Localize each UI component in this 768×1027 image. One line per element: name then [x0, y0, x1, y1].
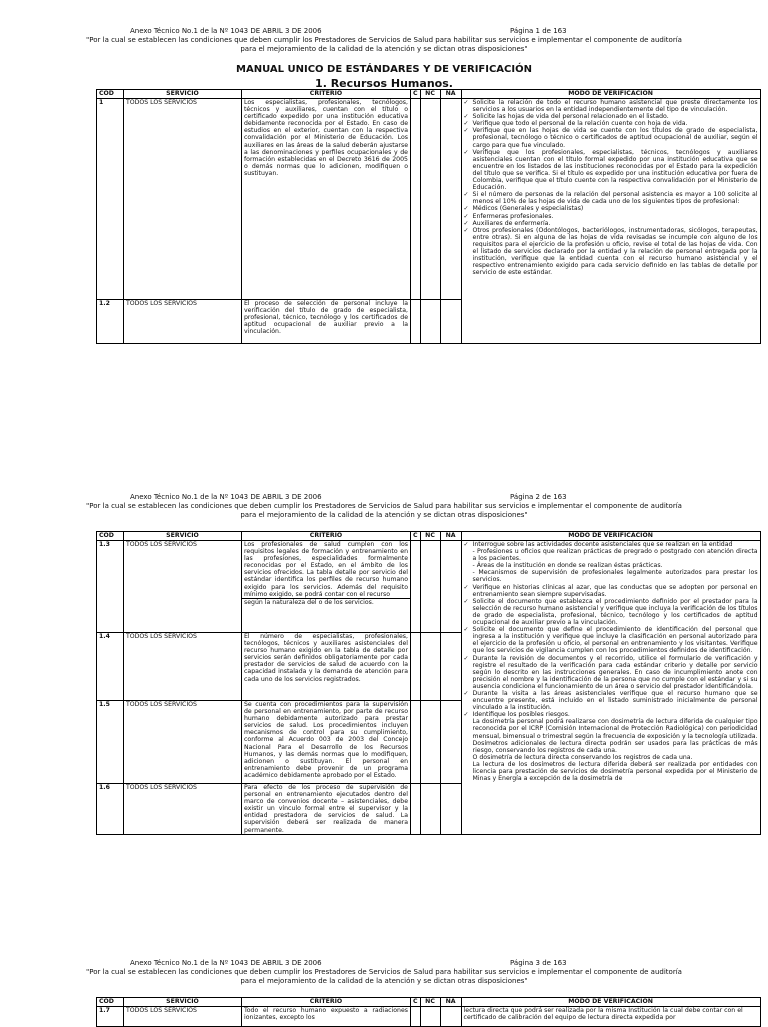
row-code: 1.3	[97, 541, 124, 633]
col-header-na: NA	[440, 90, 461, 99]
annex-reference: Anexo Técnico No.1 de la Nº 1043 DE ABRIL 3 DE 2006	[130, 27, 322, 35]
verification-item: La dosimetría personal podrá realizarse con dosimetría de lectura diferida de cualquier tipo reconocida por el ICRP (Comisión Internacional de Protección Radiológica) con periodicidad mensual, bimensual o trimestral según la frecuencia de exposición y la tecnología utilizada. Dosímetros adicionales de lectura directa podrán ser usados para las prácticas de más riesgo, conservando los registros de cada una.	[472, 718, 758, 754]
page-number: Página 1 de 163	[510, 27, 567, 35]
col-header-modo: MODO DE VERIFICACIÓN	[461, 998, 760, 1007]
col-header-servicio: SERVICIO	[124, 90, 242, 99]
criterion-text: según la naturaleza del o de los servicios.	[242, 598, 410, 606]
col-header-na: NA	[440, 998, 461, 1007]
verification-item: ✓ Verifique que todo el personal de la relación cuente con hoja de vida.	[473, 120, 758, 127]
verification-item: ✓ Solicite el documento que establezca el procedimiento definido por el prestador para la selección de recurso humano asistencial y verifique que incluya la verificación de los títulos de grado de especialista, profesional, técnico, tecnólogo y los certificados de aptitud ocupacional de auxiliar previo a la vinculación.	[473, 598, 758, 626]
nc-check-cell[interactable]	[420, 300, 440, 344]
row-criterion: Para efecto de los proceso de supervisión de personal en entrenamiento ejecutados dentro del marco de convenios docente – asistenciales, debe existir un vínculo formal entre el supervisor y la entidad prestadora de servicios de salud. La supervisión deberá ser realizada de manera permanente.	[242, 784, 411, 835]
verification-item: ✓ Verifique que en las hojas de vida se cuente con los títulos de grado de especialista, profesional, tecnólogo o técnico o certificados de aptitud ocupacional de auxiliar, según el cargo para que fue vinculado.	[473, 127, 758, 148]
col-header-modo: MODO DE VERIFICACIÓN	[461, 90, 760, 99]
standards-table-page-3	[96, 997, 761, 1027]
col-header-na: NA	[440, 532, 461, 541]
manual-title: MANUAL UNICO DE ESTÁNDARES Y DE VERIFICACIÓN	[236, 64, 532, 75]
verification-method: lectura directa que podrá ser realizada por la misma Institución la cual debe contar con el certificado de calibración del equipo de lectura directa expedida por	[461, 1007, 760, 1027]
table-row	[97, 99, 761, 300]
annex-reference: Anexo Técnico No.1 de la Nº 1043 DE ABRIL 3 DE 2006	[130, 493, 322, 501]
col-header-cod: COD	[97, 998, 124, 1007]
na-check-cell[interactable]	[440, 633, 461, 701]
col-header-cod: COD	[97, 90, 124, 99]
page-number: Página 2 de 163	[510, 493, 567, 501]
row-code: 1	[97, 99, 124, 300]
verification-item: ✓ Otros profesionales (Odontólogos, bacteriólogos, instrumentadoras, sicólogos, terapeutas, entre otras). Si en alguna de las hojas de vida revisadas se incumple con alguno de los requisitos para el ejercicio de la profesión u oficio, revise el total de las hojas de vida. Con el listado de servicios declarado por la entidad y la relación de personal entregada por la institución, verifique que la entidad cuenta con el recurso humano asistencial y el respectivo entrenamiento exigido para cada servicio definido en las tablas de detalle por servicio de este estándar.	[473, 227, 758, 277]
col-header-servicio: SERVICIO	[124, 532, 242, 541]
nc-check-cell[interactable]	[420, 701, 440, 784]
c-check-cell[interactable]	[411, 99, 421, 300]
row-service: TODOS LOS SERVICIOS	[124, 541, 242, 633]
row-criterion: Se cuenta con procedimientos para la supervisión de personal en entrenamiento, por parte de recurso humano debidamente autorizado para prestar servicios de salud. Los procedimientos incluyen mecanismos de control para su cumplimiento, conforme al Acuerdo 003 de 2003 del Concejo Nacional Para el Desarrollo de los Recursos Humanos, y las demás normas que lo modifiquen, adicionen o sustituyan. El personal en entrenamiento debe provenir de un programa académico debidamente aprobado por el Estado.	[242, 701, 411, 784]
standards-table-page-1	[96, 89, 761, 344]
verification-item: ✓ Verifique en historias clínicas al azar, que las conductas que se adopten por personal en entrenamiento sean siempre supervisadas.	[473, 584, 758, 598]
section-title: 1. Recursos Humanos.	[315, 77, 453, 90]
verification-item: ✓ Identifique los posibles riesgos.	[473, 711, 758, 718]
col-header-cod: COD	[97, 532, 124, 541]
col-header-c: C	[411, 90, 421, 99]
c-check-cell[interactable]	[411, 784, 421, 835]
header-resolution-line: para el mejoramiento de la calidad de la atención y se dictan otras disposiciones"	[240, 511, 528, 519]
verification-method	[461, 541, 760, 835]
row-code: 1.4	[97, 633, 124, 701]
header-resolution-line: para el mejoramiento de la calidad de la atención y se dictan otras disposiciones"	[240, 45, 528, 53]
verification-item: O dosimetría de lectura directa conservando los registros de cada una.	[472, 753, 693, 761]
col-header-criterio: CRITERIO	[242, 998, 411, 1007]
col-header-criterio: CRITERIO	[242, 532, 411, 541]
criterion-text: Los profesionales de salud cumplen con los requisitos legales de formación y entrenamiento en las profesiones, especialidades formalmente reconocidas por el Estado, en el ámbito de los servicios ofrecidos. La tabla detalle por servicio del estándar identifica los perfiles de recurso humano exigido para los servicios. Además del requisito mínimo exigido, se podrá contar con el recurso	[244, 541, 408, 598]
row-code: 1.7	[97, 1007, 124, 1027]
verification-item: ✓ Solicite las hojas de vida del personal relacionado en el listado.	[473, 113, 758, 120]
nc-check-cell[interactable]	[420, 541, 440, 633]
na-check-cell[interactable]	[440, 99, 461, 300]
row-code: 1.5	[97, 701, 124, 784]
row-service: TODOS LOS SERVICIOS	[124, 300, 242, 344]
verification-item: - Profesiones u oficios que realizan prácticas de pregrado o postgrado con atención directa a los pacientes.	[472, 548, 758, 563]
row-service: TODOS LOS SERVICIOS	[124, 99, 242, 300]
na-check-cell[interactable]	[440, 701, 461, 784]
verification-item: ✓ Durante la visita a las áreas asistenciales verifique que el recurso humano que se encuentre presente, está incluido en el listado suministrado inicialmente de personal vinculado a la institución.	[473, 690, 758, 711]
nc-check-cell[interactable]	[420, 784, 440, 835]
col-header-c: C	[411, 532, 421, 541]
nc-check-cell[interactable]	[420, 633, 440, 701]
col-header-servicio: SERVICIO	[124, 998, 242, 1007]
row-criterion: El proceso de selección de personal incluye la verificación del título de grado de especialista, profesional, técnico, tecnólogo y los certificados de aptitud ocupacional de auxiliar previo a la vinculación.	[242, 300, 411, 344]
header-resolution-line: "Por la cual se establecen las condiciones que deben cumplir los Prestadores de Servicios de Salud para habilitar sus servicios e implementar el componente de auditoría	[86, 36, 682, 44]
verification-item: ✓ Si el número de personas de la relación del personal asistencia es mayor a 100 solicite al menos el 10% de las hojas de vida de cada uno de los siguientes tipos de profesional:	[473, 191, 758, 205]
header-resolution-line: "Por la cual se establecen las condiciones que deben cumplir los Prestadores de Servicios de Salud para habilitar sus servicios e implementar el componente de auditoría	[86, 502, 682, 510]
standards-table-page-2	[96, 531, 761, 835]
verification-item: - Áreas de la institución en donde se realizan éstas prácticas.	[472, 562, 663, 570]
row-criterion: El número de especialistas, profesionales, tecnólogos, técnicos y auxiliares asistenciales del recurso humano exigido en la tabla de detalle por servicios serán definidos obligatoriamente por cada prestador de servicios de salud de acuerdo con la capacidad instalada y la demanda de atención para cada uno de los servicios registrados.	[242, 633, 411, 701]
table-row	[97, 541, 761, 633]
header-resolution-line: para el mejoramiento de la calidad de la atención y se dictan otras disposiciones"	[240, 977, 528, 985]
row-service: TODOS LOS SERVICIOS	[124, 1007, 242, 1027]
row-criterion	[242, 541, 411, 633]
verification-item: ✓ Durante la revisión de documentos y el recorrido, utilice el formulario de verificación y registre el resultado de la verificación para cada estándar criterio y detalle por servicio según lo descrito en las instrucciones generales. En caso de incumplimiento anote con precisión el nombre y la identificación de la persona que no cumple con el estándar y si su ausencia condiciona el funcionamiento de un área o servicio del prestador identificándola.	[473, 655, 758, 690]
verification-item: ✓ Verifique que los profesionales, especialistas, técnicos, tecnólogos y auxiliares asistenciales cuentan con el título formal expedido por una institución educativa que se encuentre en los listados de las instituciones reconocidas por el Estado para la expedición del título que se verifica. Si el título es expedido por una institución educativa por fuera de Colombia, verifique que el título cuente con la respectiva convalidación por el Ministerio de Educación.	[473, 149, 758, 192]
col-header-nc: NC	[420, 998, 440, 1007]
nc-check-cell[interactable]	[420, 99, 440, 300]
verification-method	[461, 99, 760, 344]
verification-item: ✓ Solicite la relación de todo el recurso humano asistencial que preste directamente los servicios a los usuarios en la entidad independientemente del tipo de vinculación.	[473, 99, 758, 113]
na-check-cell[interactable]	[440, 300, 461, 344]
c-check-cell[interactable]	[411, 701, 421, 784]
col-header-nc: NC	[420, 90, 440, 99]
header-resolution-line: "Por la cual se establecen las condiciones que deben cumplir los Prestadores de Servicios de Salud para habilitar sus servicios e implementar el componente de auditoría	[86, 968, 682, 976]
c-check-cell[interactable]	[411, 541, 421, 633]
verification-item: ✓ Interrogue sobre las actividades docente asistenciales que se realizan en la entidad	[473, 541, 758, 548]
verification-item: ✓ Solicite el documento que define el procedimiento de identificación del personal que ingresa a la institución y verifique que incluye la clasificación en personal autorizado para el ejercicio de la profesión u oficio, el personal en entrenamiento y los visitantes. Verifique que los servicios de vigilancia cumplen con los procedimientos definidos de identificación.	[473, 626, 758, 654]
verification-item: - Mecanismos de supervisión de profesionales legalmente autorizados para prestar los servicios.	[472, 569, 758, 584]
row-service: TODOS LOS SERVICIOS	[124, 701, 242, 784]
row-criterion: Todo el recurso humano expuesto a radiaciones ionizantes, excepto los	[242, 1007, 411, 1027]
na-check-cell[interactable]	[440, 541, 461, 633]
col-header-c: C	[411, 998, 421, 1007]
col-header-modo: MODO DE VERIFICACIÓN	[461, 532, 760, 541]
row-code: 1.2	[97, 300, 124, 344]
na-check-cell[interactable]	[440, 784, 461, 835]
verification-item: ✓ Enfermeras profesionales.	[473, 213, 758, 220]
col-header-nc: NC	[420, 532, 440, 541]
col-header-criterio: CRITERIO	[242, 90, 411, 99]
c-check-cell[interactable]	[411, 633, 421, 701]
page-number: Página 3 de 163	[510, 959, 567, 967]
verification-item: La lectura de los dosímetros de lectura diferida deberá ser realizada por entidades con licencia para prestación de servicios de dosimetría personal expedida por el Ministerio de Minas y Energía a excepción de la dosimetría de	[472, 760, 758, 783]
row-service: TODOS LOS SERVICIOS	[124, 633, 242, 701]
c-check-cell[interactable]	[411, 300, 421, 344]
row-service: TODOS LOS SERVICIOS	[124, 784, 242, 835]
row-criterion: Los especialistas, profesionales, tecnólogos, técnicos y auxiliares, cuentan con el título o certificado expedido por una institución educativa debidamente reconocida por el Estado. En caso de estudios en el exterior, cuentan con la respectiva convalidación por el Ministerio de Educación. Los auxiliares en las áreas de la salud deberán ajustarse a las denominaciones y perfiles ocupacionales y de formación establecidas en el Decreto 3616 de 2005 o demás normas que lo adicionen, modifiquen o sustituyan.	[242, 99, 411, 300]
row-code: 1.6	[97, 784, 124, 835]
verification-item: ✓ Auxiliares de enfermería.	[473, 220, 758, 227]
verification-item: ✓ Médicos (Generales y especialistas)	[473, 205, 758, 212]
annex-reference: Anexo Técnico No.1 de la Nº 1043 DE ABRIL 3 DE 2006	[130, 959, 322, 967]
